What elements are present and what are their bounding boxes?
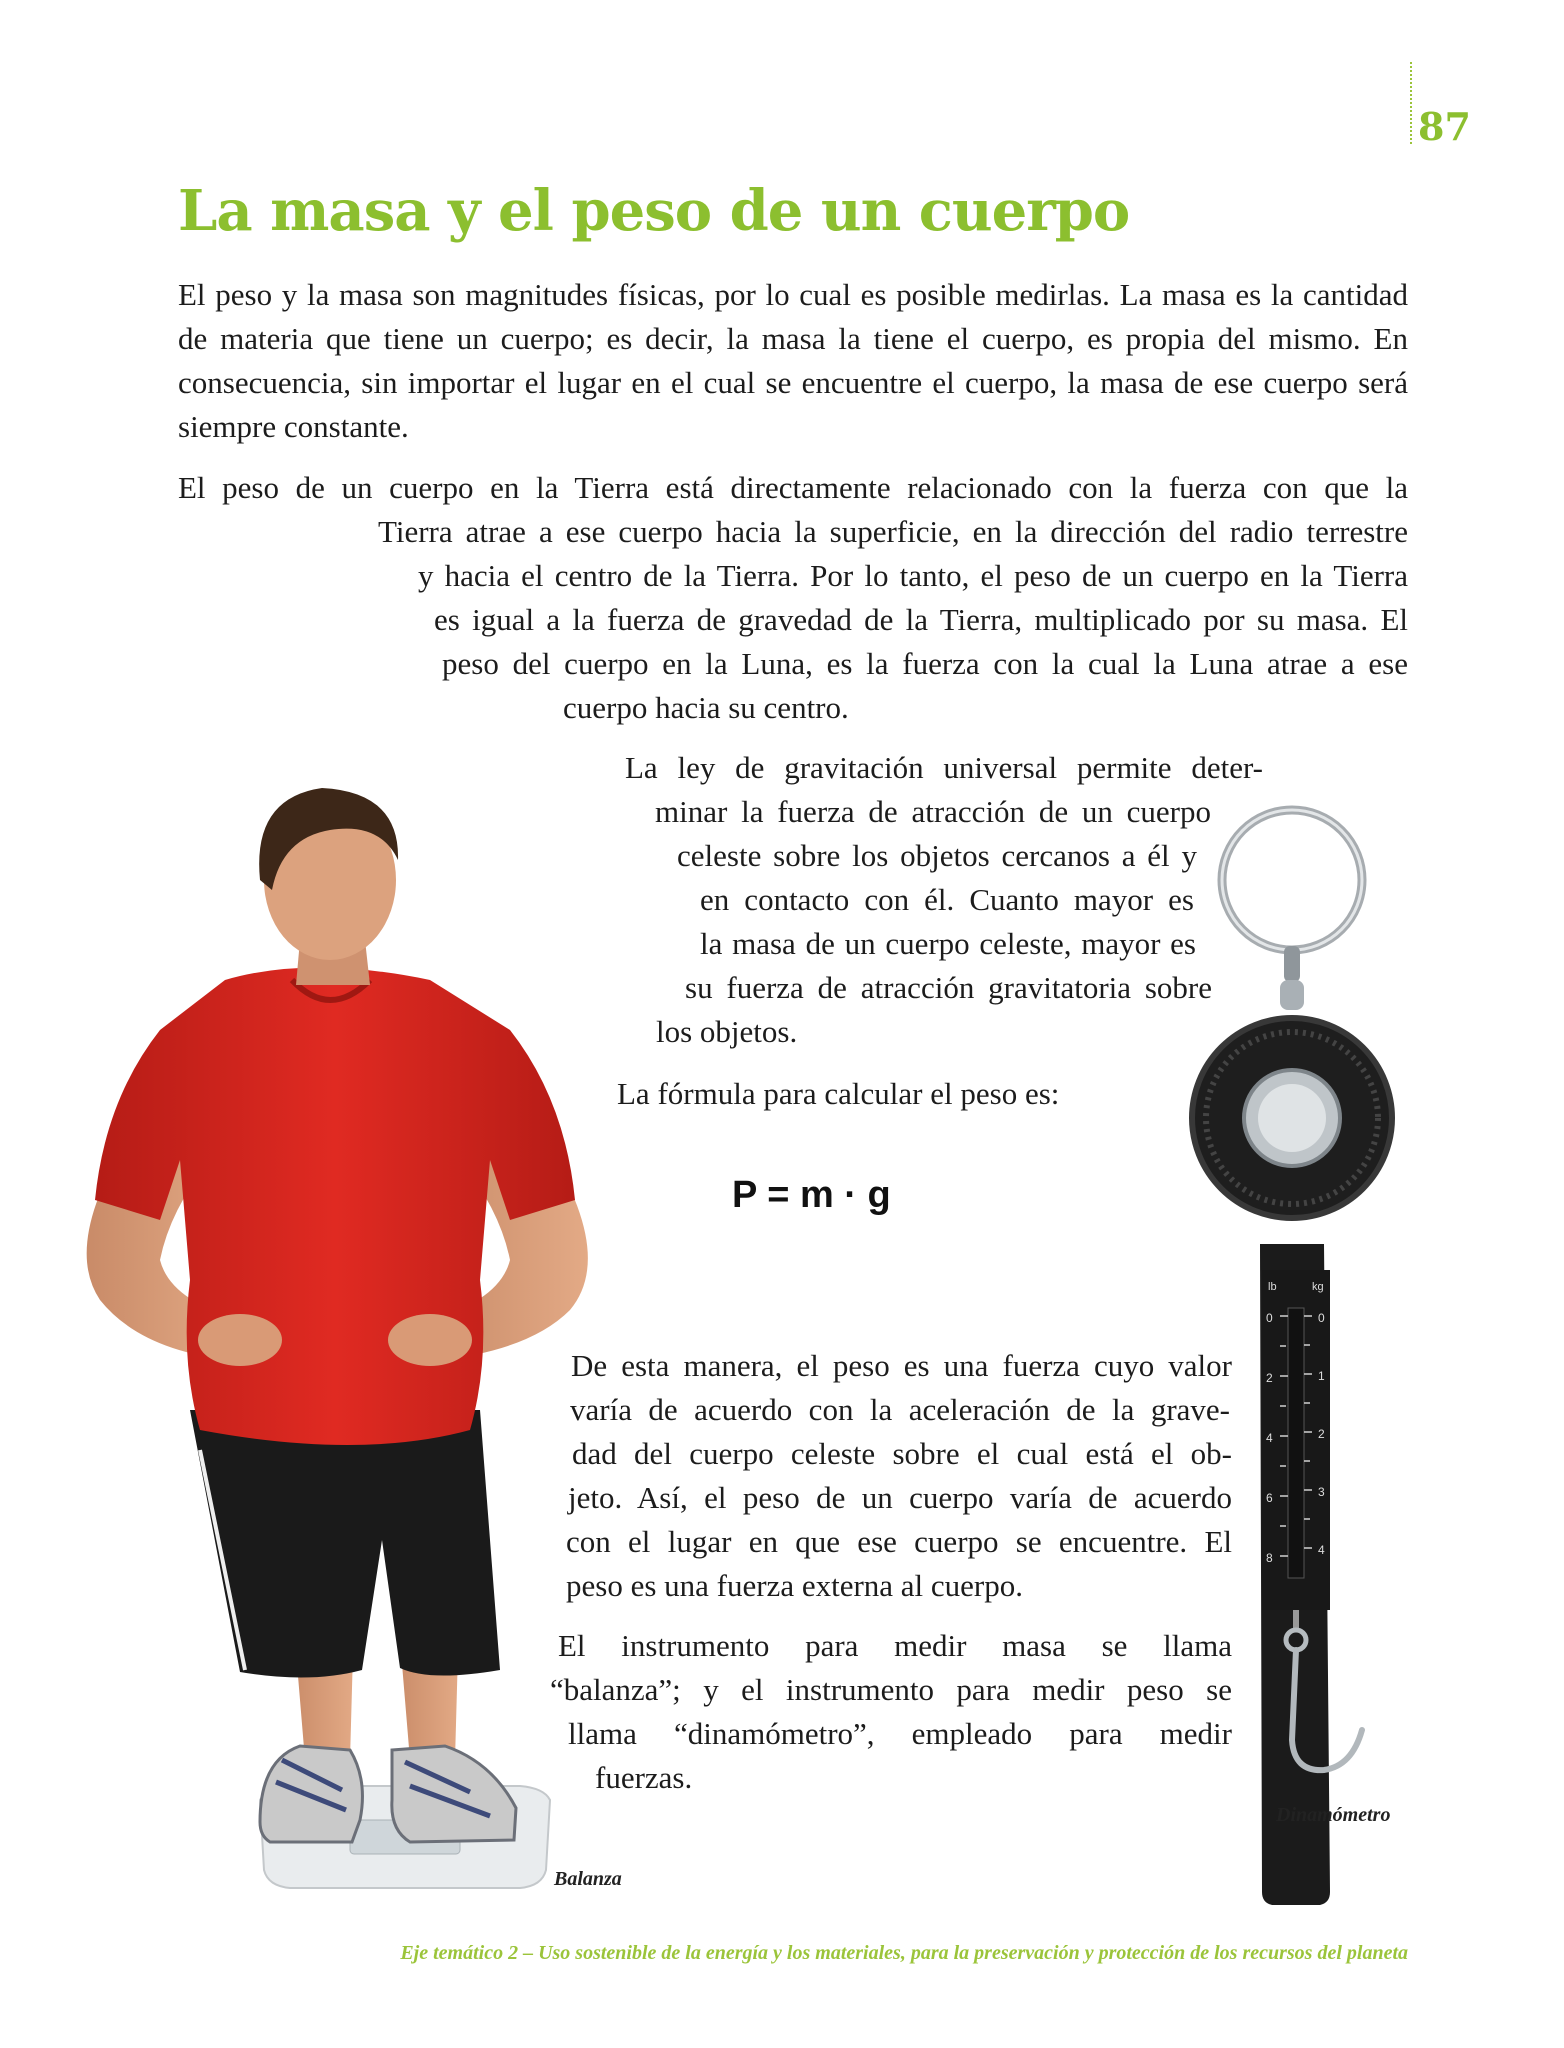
formula-intro: La fórmula para calcular el peso es: — [617, 1076, 1060, 1111]
text-line: varía de acuerdo con la aceleración de la grave- — [570, 1392, 1230, 1427]
dynamometer-illustration — [1180, 800, 1420, 1780]
page-footer: Eje temático 2 – Uso sostenible de la energía y los materiales, para la preservación y protección de los recursos del planeta — [400, 1942, 1408, 1964]
text-line: celeste sobre los objetos cercanos a él y — [677, 838, 1197, 873]
kg-label: kg — [1312, 1281, 1324, 1293]
text-line: El instrumento para medir masa se llama — [558, 1628, 1232, 1663]
lb-tick-label: 6 — [1266, 1491, 1273, 1505]
text-line: de materia que tiene un cuerpo; es decir, la masa la tiene el cuerpo, es propia del mismo. En — [178, 321, 1408, 356]
text-line: minar la fuerza de atracción de un cuerpo — [655, 794, 1211, 829]
text-line: los objetos. — [656, 1014, 798, 1049]
lb-tick-label: 4 — [1266, 1431, 1273, 1445]
caption-balanza: Balanza — [554, 1868, 622, 1890]
text-line: peso del cuerpo en la Luna, es la fuerza con la cual la Luna atrae a ese — [442, 646, 1408, 681]
person-on-scale-illustration — [60, 560, 660, 1900]
text-line: la masa de un cuerpo celeste, mayor es — [700, 926, 1196, 961]
text-line: Tierra atrae a ese cuerpo hacia la superficie, en la dirección del radio terrestre — [378, 514, 1408, 549]
kg-tick-label: 4 — [1318, 1543, 1325, 1557]
text-line: con el lugar en que ese cuerpo se encuentre. El — [566, 1524, 1232, 1559]
page-title: La masa y el peso de un cuerpo — [178, 178, 1130, 244]
page-number-rule — [1410, 62, 1412, 144]
lb-tick-label: 2 — [1266, 1371, 1273, 1385]
text-line: jeto. Así, el peso de un cuerpo varía de acuerdo — [568, 1480, 1232, 1515]
text-line: su fuerza de atracción gravitatoria sobre — [685, 970, 1212, 1005]
lb-label: lb — [1268, 1281, 1277, 1293]
kg-tick-label: 1 — [1318, 1369, 1325, 1383]
kg-tick-label: 0 — [1318, 1311, 1325, 1325]
text-line: De esta manera, el peso es una fuerza cuyo valor — [571, 1348, 1232, 1383]
text-line: siempre constante. — [178, 409, 409, 444]
text-line: en contacto con él. Cuanto mayor es — [700, 882, 1194, 917]
text-line: consecuencia, sin importar el lugar en el cual se encuentre el cuerpo, la masa de ese cuerpo será — [178, 365, 1408, 400]
text-line: dad del cuerpo celeste sobre el cual está el ob- — [572, 1436, 1232, 1471]
caption-dinamometro: Dinamómetro — [1276, 1804, 1391, 1826]
page-number: 87 — [1418, 104, 1471, 149]
lb-tick-label: 8 — [1266, 1551, 1273, 1565]
text-line: llama “dinamómetro”, empleado para medir — [568, 1716, 1232, 1751]
right-shoe — [392, 1746, 516, 1842]
text-line: peso es una fuerza externa al cuerpo. — [566, 1568, 1024, 1603]
text-line: cuerpo hacia su centro. — [563, 690, 849, 725]
text-line: “balanza”; y el instrumento para medir peso se — [550, 1672, 1232, 1707]
text-line: fuerzas. — [595, 1760, 693, 1795]
weight-formula: P = m · g — [732, 1174, 891, 1216]
text-line: El peso y la masa son magnitudes físicas, por lo cual es posible medirlas. La masa es la cantidad — [178, 277, 1408, 312]
text-line: El peso de un cuerpo en la Tierra está directamente relacionado con la fuerza con que la — [178, 470, 1408, 505]
text-line: y hacia el centro de la Tierra. Por lo tanto, el peso de un cuerpo en la Tierra — [418, 558, 1408, 593]
scale-slot — [1288, 1308, 1304, 1578]
kg-tick-label: 3 — [1318, 1485, 1325, 1499]
kg-tick-label: 2 — [1318, 1427, 1325, 1441]
text-line: La ley de gravitación universal permite deter- — [625, 750, 1263, 785]
lb-tick-label: 0 — [1266, 1311, 1273, 1325]
text-line: es igual a la fuerza de gravedad de la Tierra, multiplicado por su masa. El — [434, 602, 1408, 637]
